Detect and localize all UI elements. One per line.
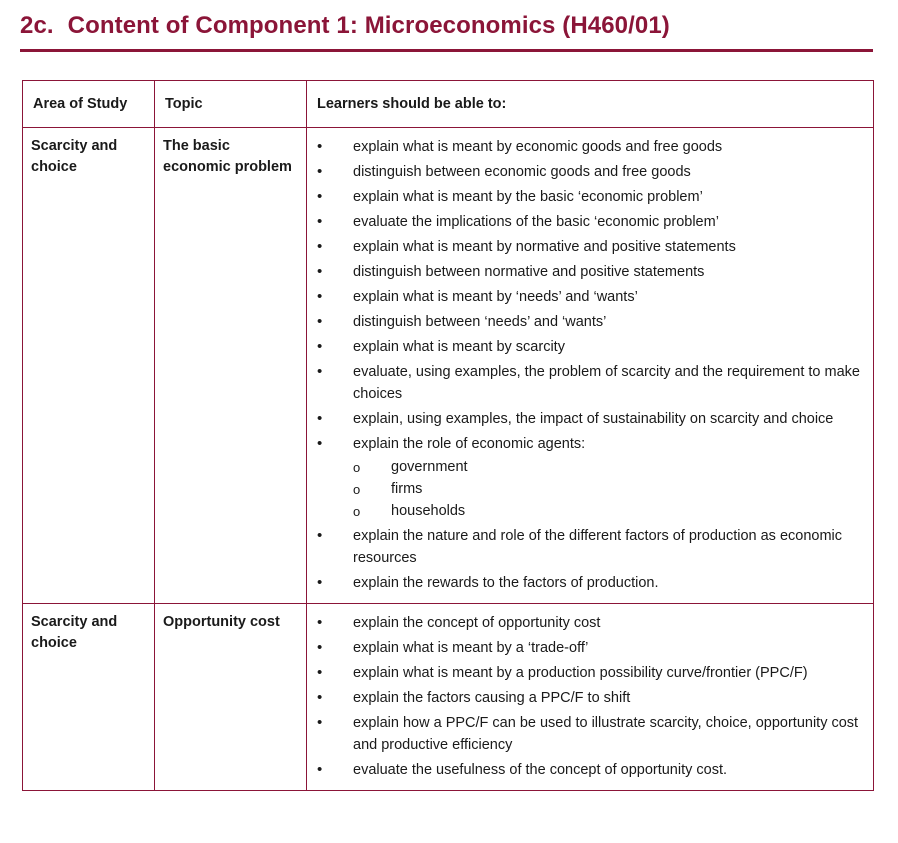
economic-agents-sublist bbox=[353, 457, 865, 522]
list-item: • explain what is meant by the basic ‘economic problem’ bbox=[315, 186, 865, 208]
sub-list-item: o government bbox=[353, 457, 865, 478]
list-item: • explain what is meant by a ‘trade-off’ bbox=[315, 637, 865, 659]
learning-outcomes-cell bbox=[307, 604, 874, 791]
page-title bbox=[20, 12, 670, 40]
learning-outcomes-list bbox=[315, 612, 865, 790]
sub-list-item: o firms bbox=[353, 479, 865, 500]
area-of-study-cell: Scarcity and choice bbox=[23, 128, 155, 604]
list-item: • explain the nature and role of the different factors of production as economic resources bbox=[315, 525, 865, 569]
list-item: • explain what is meant by a production possibility curve/frontier (PPC/F) bbox=[315, 662, 865, 684]
list-item-text: explain the role of economic agents: bbox=[353, 436, 586, 452]
learning-outcomes-list bbox=[315, 136, 865, 603]
table-header-row bbox=[23, 81, 874, 128]
learning-outcomes-cell bbox=[307, 128, 874, 604]
list-item: • evaluate, using examples, the problem of scarcity and the requirement to make choices bbox=[315, 361, 865, 405]
topic-cell: The basic economic problem bbox=[155, 128, 307, 604]
list-item: • explain what is meant by ‘needs’ and ‘wants’ bbox=[315, 286, 865, 308]
list-item: • explain what is meant by scarcity bbox=[315, 336, 865, 358]
column-header-outcomes: Learners should be able to: bbox=[307, 81, 874, 128]
list-item: • explain what is meant by normative and positive statements bbox=[315, 236, 865, 258]
section-title: Content of Component 1: Microeconomics (H460/01) bbox=[67, 12, 670, 39]
list-item: • explain the factors causing a PPC/F to shift bbox=[315, 687, 865, 709]
column-header-topic: Topic bbox=[155, 81, 307, 128]
list-item: • explain how a PPC/F can be used to illustrate scarcity, choice, opportunity cost and productive efficiency bbox=[315, 712, 865, 756]
list-item: • explain what is meant by economic goods and free goods bbox=[315, 136, 865, 158]
table-row bbox=[23, 604, 874, 791]
area-of-study-cell: Scarcity and choice bbox=[23, 604, 155, 791]
list-item: • explain the rewards to the factors of production. bbox=[315, 572, 865, 594]
table-row bbox=[23, 128, 874, 604]
title-divider bbox=[20, 49, 873, 52]
list-item: • distinguish between normative and positive statements bbox=[315, 261, 865, 283]
list-item: • evaluate the usefulness of the concept of opportunity cost. bbox=[315, 759, 865, 781]
list-item: • explain the concept of opportunity cost bbox=[315, 612, 865, 634]
section-number: 2c. bbox=[20, 12, 54, 39]
list-item: • evaluate the implications of the basic ‘economic problem’ bbox=[315, 211, 865, 233]
column-header-area: Area of Study bbox=[23, 81, 155, 128]
list-item: • explain, using examples, the impact of sustainability on scarcity and choice bbox=[315, 408, 865, 430]
content-table bbox=[22, 80, 874, 791]
sub-list-item: o households bbox=[353, 501, 865, 522]
list-item: • distinguish between ‘needs’ and ‘wants’ bbox=[315, 311, 865, 333]
list-item-economic-agents bbox=[315, 433, 865, 522]
topic-cell: Opportunity cost bbox=[155, 604, 307, 791]
list-item: • distinguish between economic goods and free goods bbox=[315, 161, 865, 183]
